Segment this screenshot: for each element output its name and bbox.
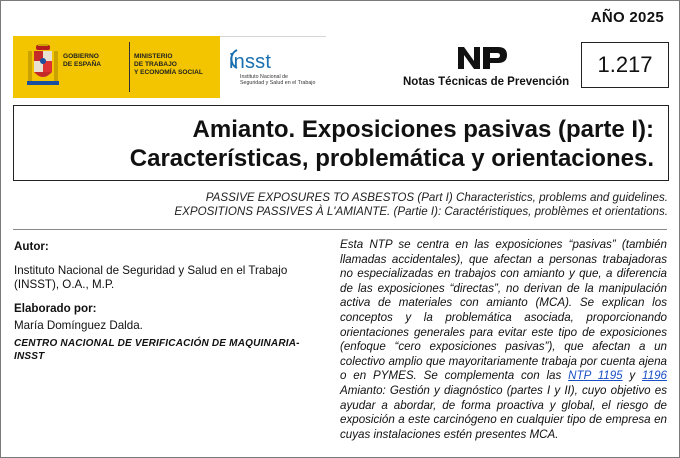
ntp-1195-link[interactable]: NTP 1195 xyxy=(568,369,623,383)
french-title: EXPOSITIONS PASSIVES À L'AMIANTE. (Partie I): Caractéristiques, problèmes et orientations. xyxy=(174,205,668,218)
author-block xyxy=(14,240,314,363)
section-divider xyxy=(13,229,667,230)
author-label: Autor: xyxy=(14,240,49,253)
ntp-series-title: Notas Técnicas de Prevención xyxy=(403,76,570,88)
abstract-text-2: y xyxy=(622,369,643,383)
author-line-1: Instituto Nacional de Seguridad y Salud en el Trabajo xyxy=(14,264,288,277)
year-label: AÑO 2025 xyxy=(590,9,664,26)
centre-line-1: CENTRO NACIONAL DE VERIFICACIÓN DE MAQUINARIA- xyxy=(14,338,300,349)
government-name: GOBIERNO DE ESPAÑA xyxy=(63,53,101,68)
title-box xyxy=(13,105,669,181)
ntp-logo-icon xyxy=(457,46,509,70)
ministry-name: MINISTERIO DE TRABAJO Y ECONOMÍA SOCIAL xyxy=(134,53,203,76)
abstract xyxy=(340,238,667,442)
ntp-1196-link[interactable]: 1196 xyxy=(642,369,667,383)
centre-line-2: INSST xyxy=(14,351,45,362)
abstract-text-1: Esta NTP se centra en las exposiciones “pasivas” (también llamadas accidentales), que afectan a personas trabajadoras no especializadas en trabajos con amianto y que, a diferencia de las exposiciones “directas”, no derivan de la manipulación activa de materiales con amianto (MCA). Se explican los conceptos y la problemática asociada, proporcionando orientaciones generales para evitar este tipo de exposiciones (enfoque “cero exposiciones pasivas”), que afectan a un colectivo amplio que mayoritariamente trabaja por cuenta ajena o en PYMES. Se complementa con las xyxy=(340,238,667,383)
logo-divider xyxy=(129,42,130,92)
prepared-label: Elaborado por: xyxy=(14,302,97,315)
coat-of-arms-icon xyxy=(27,44,59,88)
document-title: Amianto. Exposiciones pasivas (parte I): Características, problemática y orientaciones. xyxy=(129,116,654,172)
ntp-number: 1.217 xyxy=(581,42,669,88)
english-title: PASSIVE EXPOSURES TO ASBESTOS (Part I) Characteristics, problems and guidelines. xyxy=(205,191,668,204)
title-translations xyxy=(174,191,668,219)
ntp-brand xyxy=(327,36,577,98)
prepared-name: María Domínguez Dalda. xyxy=(14,319,143,332)
author-line-2: (INSST), O.A., M.P. xyxy=(14,278,115,291)
insst-logo-block xyxy=(220,36,326,99)
insst-subtitle: Instituto Nacional de Seguridad y Salud en el Trabajo xyxy=(240,74,316,87)
abstract-text-3: Amianto: Gestión y diagnóstico (partes I y II), cuyo objetivo es ayudar a abordar, de forma proactiva y global, el riesgo de exposición a este carcinógeno en cualquier tipo de empresa en cuyas instalaciones estén presentes MCA. xyxy=(340,383,667,441)
insst-logo: insst xyxy=(229,51,272,73)
government-logo-band xyxy=(13,36,220,98)
